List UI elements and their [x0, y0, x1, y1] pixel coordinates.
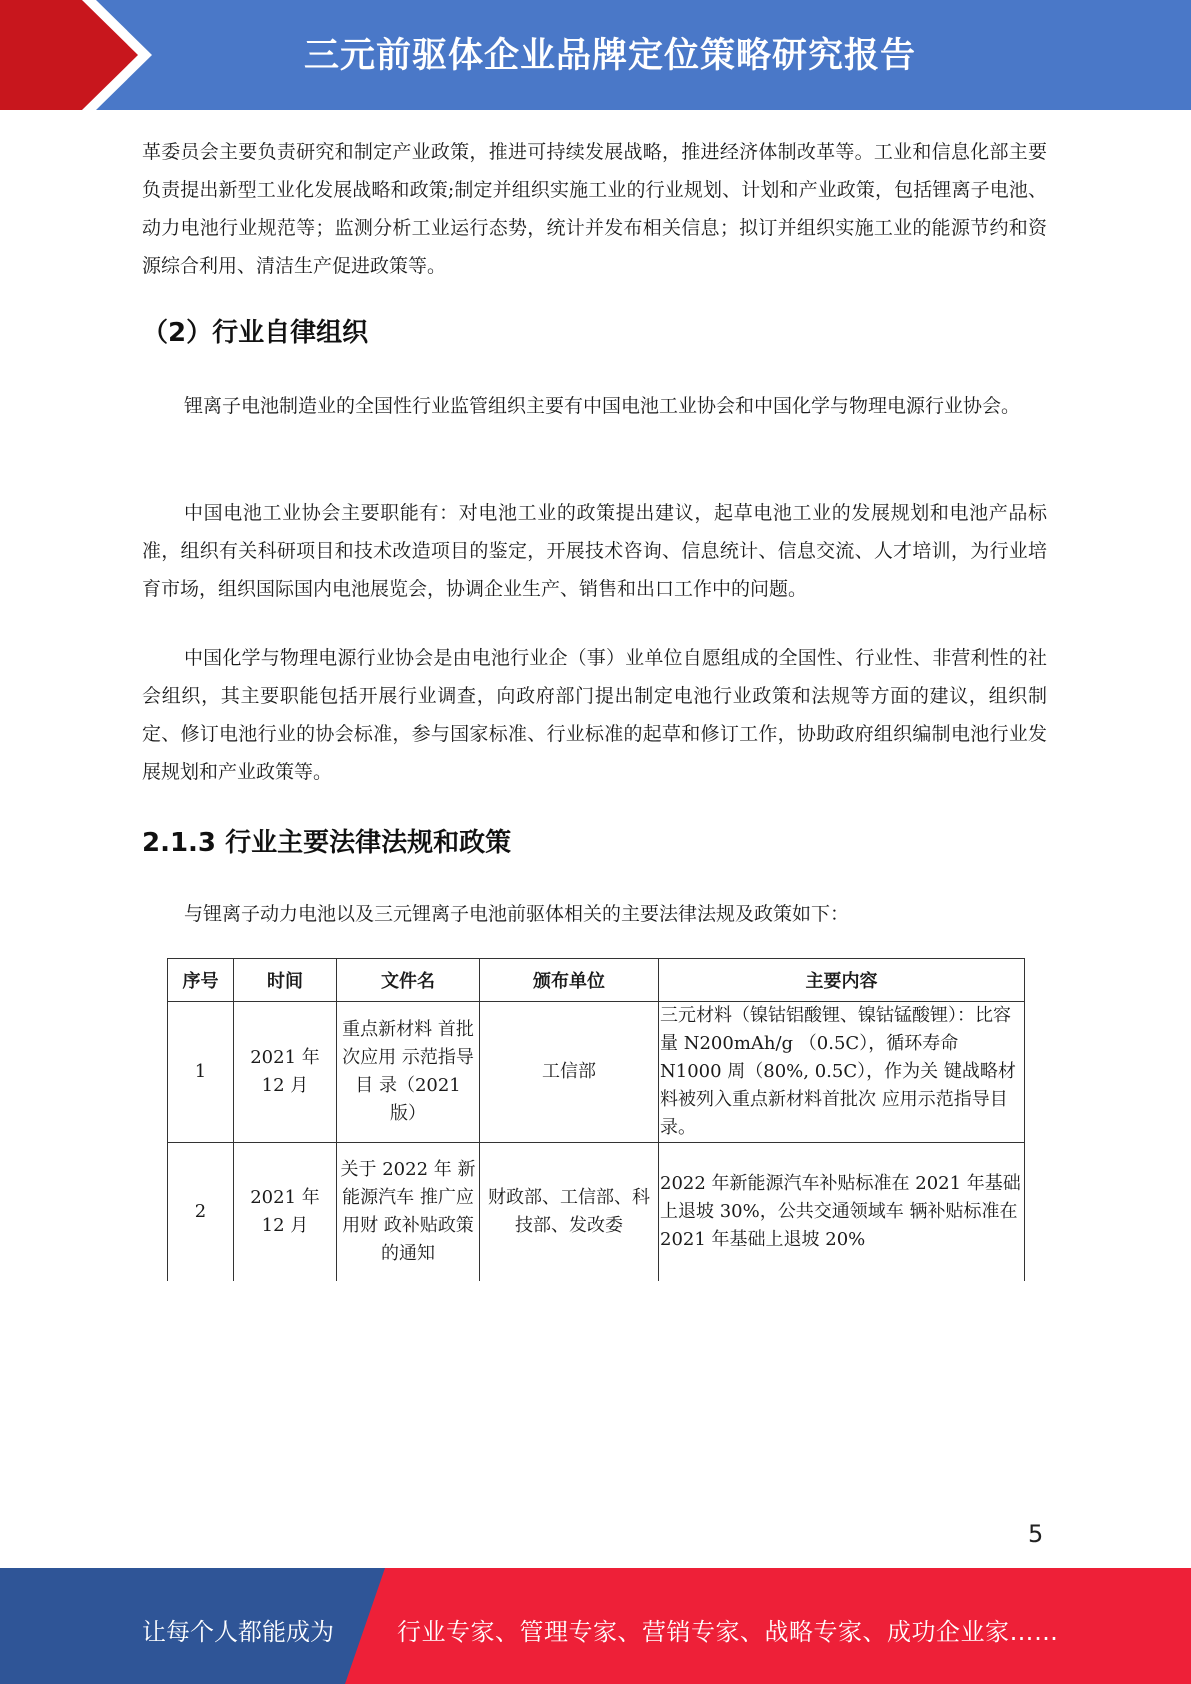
paragraph-battery-industry-association: 中国电池工业协会主要职能有：对电池工业的政策提出建议，起草电池工业的发展规划和电池产品标准，组织有关科研项目和技术改造项目的鉴定，开展技术咨询、信息统计、信息交流、人才培训，为行业培育市场，组织国际国内电池展览会，协调企业生产、销售和出口工作中的问题。	[142, 502, 1047, 600]
cell-time: 2021 年 12 月	[234, 1002, 337, 1143]
cell-no: 2	[168, 1143, 234, 1282]
report-title: 三元前驱体企业品牌定位策略研究报告	[303, 36, 916, 76]
table-row	[168, 1002, 1025, 1143]
cell-issuer: 财政部、工信部、科技部、发改委	[480, 1143, 659, 1282]
header-chevron-logo	[0, 0, 160, 110]
cell-content: 2022 年新能源汽车补贴标准在 2021 年基础上退坡 30%，公共交通领域车 辆补贴标准在 2021 年基础上退坡 20%	[659, 1143, 1025, 1282]
table-row	[168, 1143, 1025, 1282]
paragraph-industry-organizations: 锂离子电池制造业的全国性行业监管组织主要有中国电池工业协会和中国化学与物理电源行业协会。	[184, 395, 1021, 417]
column-header-issuer: 颁布单位	[480, 959, 659, 1002]
page-number: 5	[1028, 1520, 1044, 1548]
section-heading-self-regulatory: （2）行业自律组织	[142, 318, 369, 348]
footer-slogan-right: 行业专家、管理专家、营销专家、战略专家、成功企业家……	[397, 1618, 1059, 1646]
paragraph-power-source-association: 中国化学与物理电源行业协会是由电池行业企（事）业单位自愿组成的全国性、行业性、非营利性的社会组织，其主要职能包括开展行业调查，向政府部门提出制定电池行业政策和法规等方面的建议，组织制定、修订电池行业的协会标准，参与国家标准、行业标准的起草和修订工作，协助政府组织编制电池行业发展规划和产业政策等。	[142, 647, 1047, 783]
cell-no: 1	[168, 1002, 234, 1143]
paragraph-ndrc-miit: 革委员会主要负责研究和制定产业政策，推进可持续发展战略，推进经济体制改革等。工业和信息化部主要负责提出新型工业化发展战略和政策;制定并组织实施工业的行业规划、计划和产业政策，包括锂离子电池、动力电池行业规范等；监测分析工业运行态势，统计并发布相关信息；拟订并组织实施工业的能源节约和资源综合利用、清洁生产促进政策等。	[142, 141, 1047, 277]
cell-time: 2021 年 12 月	[234, 1143, 337, 1282]
policy-table	[167, 958, 1025, 1281]
column-header-no: 序号	[168, 959, 234, 1002]
cell-content: 三元材料（镍钴铝酸锂、镍钴锰酸锂）：比容量 N200mAh/g （0.5C），循环寿命 N1000 周（80%, 0.5C），作为关 键战略材料被列入重点新材料首批次 应用示范指导目录。	[659, 1002, 1025, 1143]
cell-issuer: 工信部	[480, 1002, 659, 1143]
cell-document: 重点新材料 首批次应用 示范指导目 录（2021 版）	[337, 1002, 480, 1143]
footer-slogan-left: 让每个人都能成为	[142, 1618, 334, 1646]
column-header-time: 时间	[234, 959, 337, 1002]
page-footer	[0, 1568, 1191, 1684]
column-header-document: 文件名	[337, 959, 480, 1002]
paragraph-table-intro: 与锂离子动力电池以及三元锂离子电池前驱体相关的主要法律法规及政策如下：	[184, 903, 850, 925]
cell-document: 关于 2022 年 新能源汽车 推广应用财 政补贴政策 的通知	[337, 1143, 480, 1282]
table-header-row	[168, 959, 1025, 1002]
section-heading-laws-policies: 2.1.3 行业主要法律法规和政策	[142, 828, 512, 858]
column-header-content: 主要内容	[659, 959, 1025, 1002]
page-header	[0, 0, 1191, 110]
